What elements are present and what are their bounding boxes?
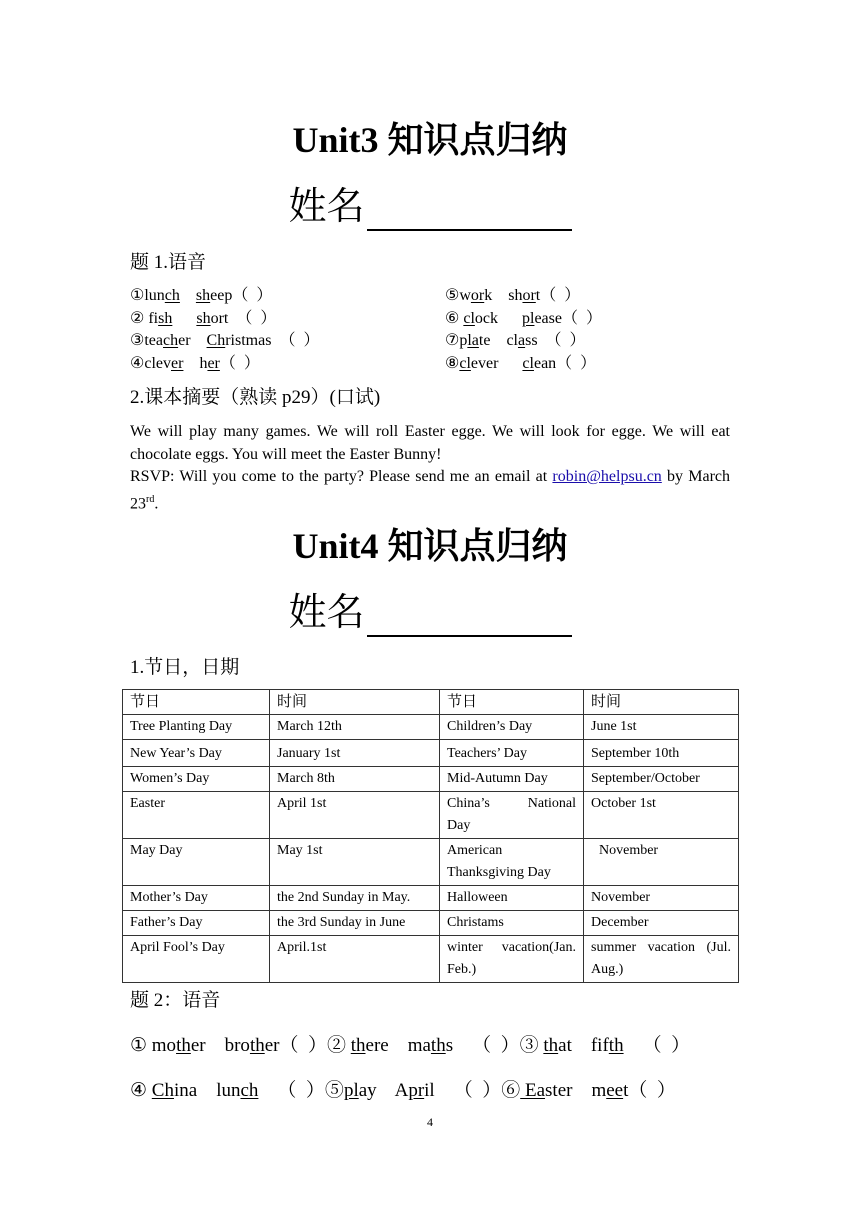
table-row [123, 792, 739, 839]
phonics-text: te cl [478, 332, 518, 349]
phonics-row [445, 285, 602, 308]
table-header-cell: 时间 [584, 690, 739, 715]
table-cell: the 3rd Sunday in June [270, 911, 440, 936]
underlined-sound: er [171, 354, 184, 372]
table-cell: Women’s Day [123, 767, 270, 792]
table-cell: November [584, 886, 739, 911]
unit4-phonics-line [130, 1078, 676, 1104]
table-cell: September/October [584, 767, 739, 792]
table-cell: December [584, 911, 739, 936]
table-cell: Tree Planting Day [123, 715, 270, 740]
underlined-sound: cl [522, 354, 534, 372]
phonics-row [445, 308, 602, 331]
phonics-text: ① mo [130, 1035, 177, 1056]
unit3-phonics-right [445, 285, 602, 375]
table-cell: January 1st [270, 740, 440, 767]
underlined-sound: th [430, 1035, 446, 1056]
underlined-sound: th [543, 1035, 559, 1056]
phonics-text: ristmas （ ） [225, 332, 320, 349]
table-cell: September 10th [584, 740, 739, 767]
passage-text: We will play many games. We will roll Easter egge. We will look for egge. We will eat chocolate eggs. You will meet the Easter Bunny! [130, 423, 730, 463]
underlined-sound: th [350, 1035, 366, 1056]
phonics-text: ①lun [130, 287, 165, 304]
underlined-sound: pl [522, 309, 535, 327]
underlined-sound: ch [240, 1080, 259, 1101]
phonics-text: s （ ）③ [445, 1035, 544, 1056]
festival-table [122, 689, 739, 983]
table-header-cell: 时间 [270, 690, 440, 715]
table-header-cell: 节日 [123, 690, 270, 715]
table-cell: the 2nd Sunday in May. [270, 886, 440, 911]
table-cell: October 1st [584, 792, 739, 839]
phonics-text: il （ ）⑥ [424, 1080, 521, 1101]
phonics-text: k sh [484, 287, 523, 304]
phonics-text: er bro [190, 1035, 250, 1056]
underlined-sound: th [608, 1035, 624, 1056]
table-row [123, 715, 739, 740]
underlined-sound: ch [164, 287, 180, 304]
table-row [123, 936, 739, 983]
rsvp-date-suffix: rd [146, 493, 155, 505]
table-header-cell: 节日 [440, 690, 584, 715]
table-cell: Children’s Day [440, 715, 584, 740]
underlined-sound: or [522, 287, 536, 304]
unit3-title: Unit3 知识点归纳 [292, 120, 568, 160]
table-cell: Mother’s Day [123, 886, 270, 911]
name-blank[interactable] [367, 191, 572, 231]
table-cell: June 1st [584, 715, 739, 740]
phonics-text: ④clev [130, 354, 171, 372]
table-cell: March 12th [270, 715, 440, 740]
underlined-sound: cl [463, 309, 475, 327]
table-cell: American Thanksgiving Day [440, 839, 584, 886]
table-cell: April 1st [270, 792, 440, 839]
phonics-row [130, 308, 319, 331]
phonics-row [445, 353, 602, 376]
table-cell: Christams [440, 911, 584, 936]
table-cell: summer vacation (Jul. Aug.) [584, 936, 739, 983]
table-header-row [123, 690, 739, 715]
name-label: 姓名 [288, 186, 365, 228]
table-cell: Easter [123, 792, 270, 839]
unit4-name-field [0, 589, 860, 637]
underlined-sound: th [249, 1035, 265, 1056]
phonics-text: ⑤w [445, 287, 471, 304]
unit3-name-field [0, 183, 860, 231]
underlined-sound: Ch [206, 332, 226, 349]
phonics-text: ay A [358, 1080, 409, 1101]
unit3-question2-title: 2.课本摘要（熟读 p29）(口试) [130, 387, 381, 408]
phonics-text: ⑥ [445, 309, 464, 327]
rsvp-date: by March 23 [130, 468, 731, 512]
underlined-sound: la [467, 332, 479, 349]
phonics-text: ⑧ [445, 354, 460, 372]
table-row [123, 886, 739, 911]
phonics-text: ② fi [130, 309, 159, 327]
phonics-text: ster m [545, 1080, 607, 1101]
underlined-sound: ch [163, 332, 179, 349]
underlined-sound: th [176, 1035, 191, 1056]
phonics-text: ina lun [173, 1080, 241, 1101]
phonics-text [180, 287, 196, 304]
underlined-sound: sh [158, 309, 173, 327]
underlined-sound: sh [196, 309, 211, 327]
email-link[interactable]: robin@helpsu.cn [552, 468, 662, 485]
underlined-sound: er [207, 354, 220, 372]
phonics-row [130, 330, 319, 353]
table-cell: winter vacation(Jan. Feb.) [440, 936, 584, 983]
phonics-text: ever [470, 354, 523, 372]
phonics-text: ⑦p [445, 332, 468, 349]
underlined-sound: Ea [520, 1080, 546, 1101]
table-cell: April.1st [270, 936, 440, 983]
underlined-sound: Ch [151, 1080, 174, 1101]
table-cell: Halloween [440, 886, 584, 911]
page-number: 4 [427, 1115, 433, 1129]
unit3-phonics-left [130, 285, 319, 375]
unit3-passage [130, 421, 730, 515]
table-cell: April Fool’s Day [123, 936, 270, 983]
table-cell: Father’s Day [123, 911, 270, 936]
phonics-row [130, 353, 319, 376]
phonics-text: （ ） [219, 354, 260, 372]
phonics-text: ock [474, 309, 522, 327]
phonics-text: （ ） [623, 1035, 691, 1056]
phonics-text: at fif [558, 1035, 609, 1056]
underlined-sound: cl [459, 354, 471, 372]
rsvp-end: . [154, 494, 159, 512]
rsvp-text: RSVP: Will you come to the party? Please send me an email at [130, 468, 548, 485]
phonics-row [445, 330, 602, 353]
table-cell: May 1st [270, 839, 440, 886]
phonics-text: ean（ ） [533, 354, 597, 372]
underlined-sound: ee [606, 1080, 624, 1101]
table-cell [440, 792, 584, 839]
phonics-text: er [178, 332, 207, 349]
phonics-text [172, 310, 196, 327]
table-row [123, 767, 739, 792]
phonics-text: ③tea [130, 332, 163, 349]
unit3-question1-title: 题 1.语音 [130, 252, 207, 273]
table-cell: Teachers’ Day [440, 740, 584, 767]
phonics-text: ere ma [365, 1035, 431, 1056]
phonics-text: （ ）⑤ [258, 1080, 344, 1101]
table-row [123, 839, 739, 886]
underlined-sound: sh [195, 287, 211, 304]
passage-rsvp [130, 466, 730, 515]
underlined-sound: pl [343, 1080, 359, 1101]
phonics-text: eep（ ） [210, 287, 273, 304]
table-row [123, 911, 739, 936]
table-cell: November [584, 839, 739, 886]
phonics-text: er（ ）② [264, 1035, 351, 1056]
unit4-phonics-line [130, 1033, 690, 1059]
phonics-text: ort （ ） [210, 309, 277, 327]
table-cell: New Year’s Day [123, 740, 270, 767]
phonics-text: ④ [130, 1080, 152, 1101]
phonics-text: ease（ ） [534, 309, 602, 327]
table-cell: Mid-Autumn Day [440, 767, 584, 792]
underlined-sound: pr [408, 1080, 425, 1101]
table-cell: May Day [123, 839, 270, 886]
unit4-title: Unit4 知识点归纳 [292, 526, 568, 566]
table-row [123, 740, 739, 767]
table-cell: March 8th [270, 767, 440, 792]
table-cell-text: China’s National Day [447, 796, 576, 833]
phonics-row [130, 285, 319, 308]
unit4-question2-title: 题 2：语音 [130, 990, 221, 1011]
unit4-question1-title: 1.节日，日期 [130, 657, 240, 678]
phonics-text: t（ ） [535, 287, 581, 304]
phonics-text: ss （ ） [525, 332, 586, 349]
phonics-text: t（ ） [623, 1080, 676, 1101]
name-label: 姓名 [288, 592, 365, 634]
name-blank[interactable] [367, 597, 572, 637]
phonics-text: h [183, 354, 208, 372]
underlined-sound: or [470, 287, 485, 304]
underlined-sound: a [517, 332, 526, 349]
